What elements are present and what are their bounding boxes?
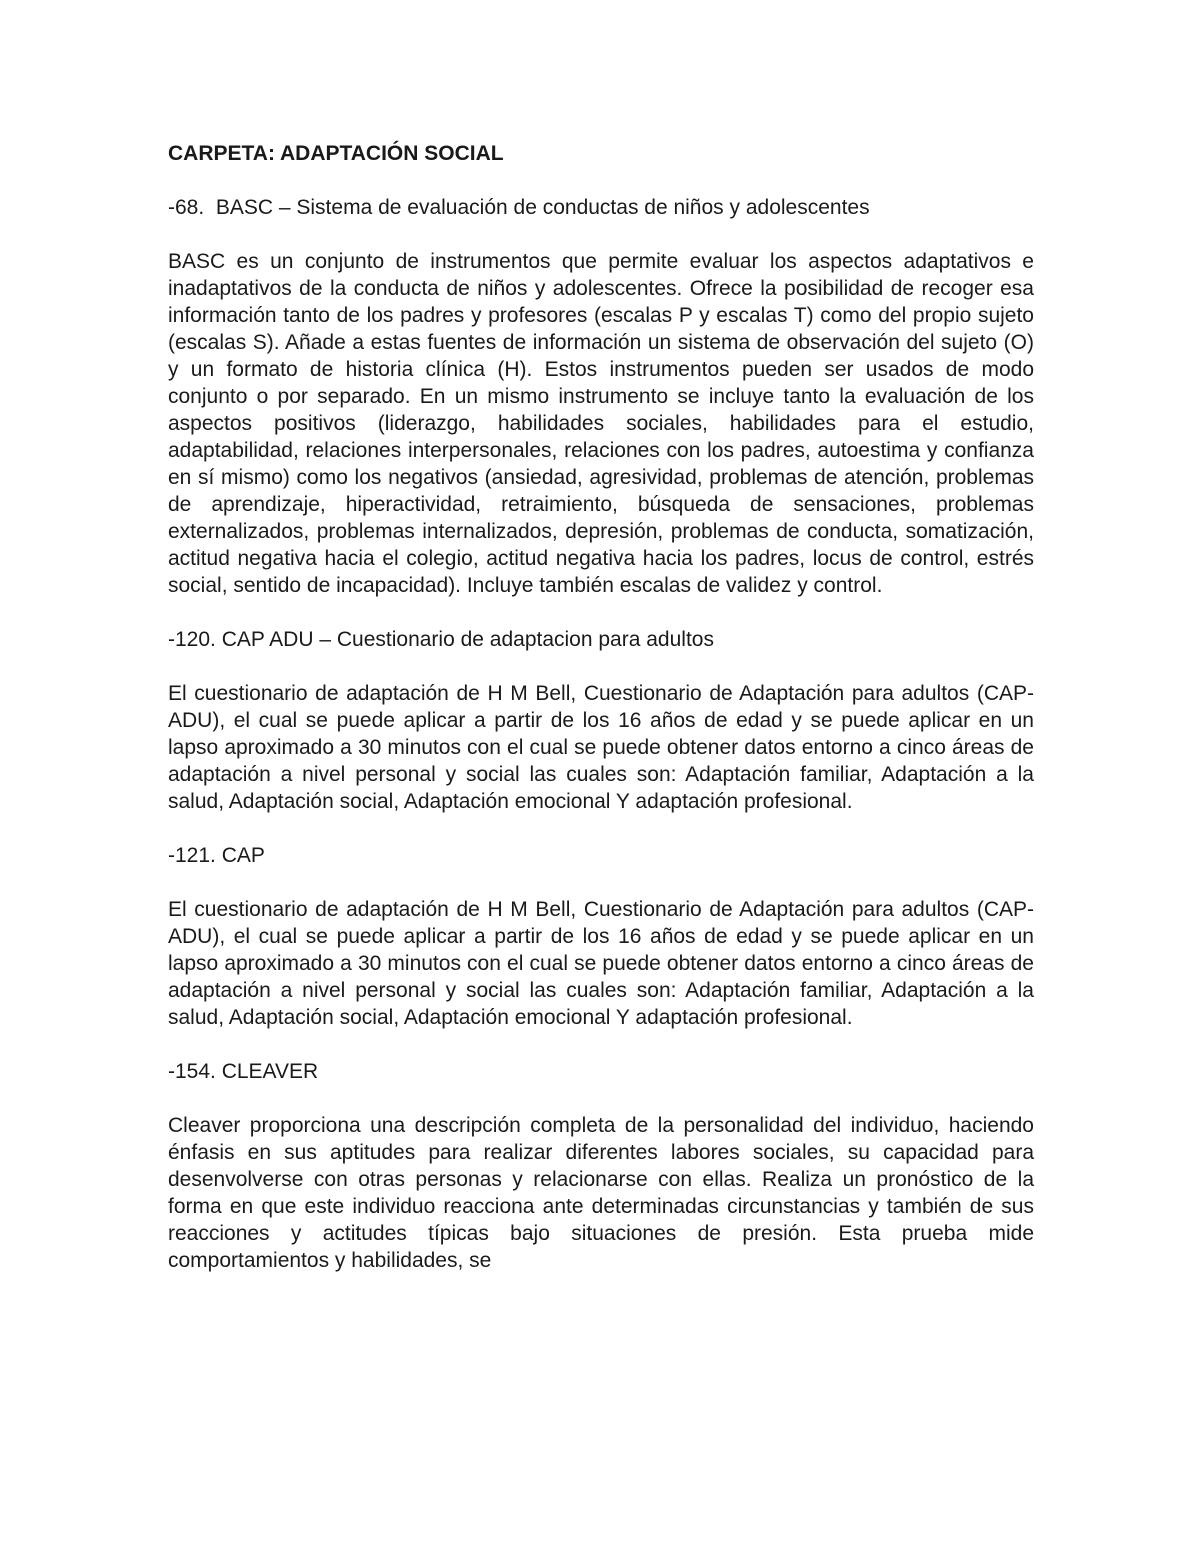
section-heading-basc: -68. BASC – Sistema de evaluación de conductas de niños y adolescentes <box>168 196 870 219</box>
section-body-cap-adu: El cuestionario de adaptación de H M Bell, Cuestionario de Adaptación para adultos (CAP-ADU), el cual se puede aplicar a partir de los 16 años de edad y se puede aplicar en un lapso aproximado a 30 minutos con el cual se puede obtener datos entorno a cinco áreas de adaptación a nivel personal y social las cuales son: Adaptación familiar, Adaptación a la salud, Adaptación social, Adaptación emocional Y adaptación profesional. <box>168 682 1034 813</box>
section-body-cap: El cuestionario de adaptación de H M Bell, Cuestionario de Adaptación para adultos (CAP-ADU), el cual se puede aplicar a partir de los 16 años de edad y se puede aplicar en un lapso aproximado a 30 minutos con el cual se puede obtener datos entorno a cinco áreas de adaptación a nivel personal y social las cuales son: Adaptación familiar, Adaptación a la salud, Adaptación social, Adaptación emocional Y adaptación profesional. <box>168 898 1034 1029</box>
section-heading-cap-adu: -120. CAP ADU – Cuestionario de adaptacion para adultos <box>168 628 714 651</box>
document-page <box>168 140 1034 1274</box>
section-body-basc: BASC es un conjunto de instrumentos que permite evaluar los aspectos adaptativos e inadaptativos de la conducta de niños y adolescentes. Ofrece la posibilidad de recoger esa información tanto de los padres y profesores (escalas P y escalas T) como del propio sujeto (escalas S). Añade a estas fuentes de información un sistema de observación del sujeto (O) y un formato de historia clínica (H). Estos instrumentos pueden ser usados de modo conjunto o por separado. En un mismo instrumento se incluye tanto la evaluación de los aspectos positivos (liderazgo, habilidades sociales, habilidades para el estudio, adaptabilidad, relaciones interpersonales, relaciones con los padres, autoestima y confianza en sí mismo) como los negativos (ansiedad, agresividad, problemas de atención, problemas de aprendizaje, hiperactividad, retraimiento, búsqueda de sensaciones, problemas externalizados, problemas internalizados, depresión, problemas de conducta, somatización, actitud negativa hacia el colegio, actitud negativa hacia los padres, locus de control, estrés social, sentido de incapacidad). Incluye también escalas de validez y control. <box>168 250 1034 597</box>
section-heading-cap: -121. CAP <box>168 844 265 867</box>
section-heading-cleaver: -154. CLEAVER <box>168 1060 319 1083</box>
document-title: CARPETA: ADAPTACIÓN SOCIAL <box>168 142 504 165</box>
section-body-cleaver: Cleaver proporciona una descripción completa de la personalidad del individuo, haciendo énfasis en sus aptitudes para realizar diferentes labores sociales, su capacidad para desenvolverse con otras personas y relacionarse con ellas. Realiza un pronóstico de la forma en que este individuo reacciona ante determinadas circunstancias y también de sus reacciones y actitudes típicas bajo situaciones de presión. Esta prueba mide comportamientos y habilidades, se <box>168 1114 1034 1272</box>
